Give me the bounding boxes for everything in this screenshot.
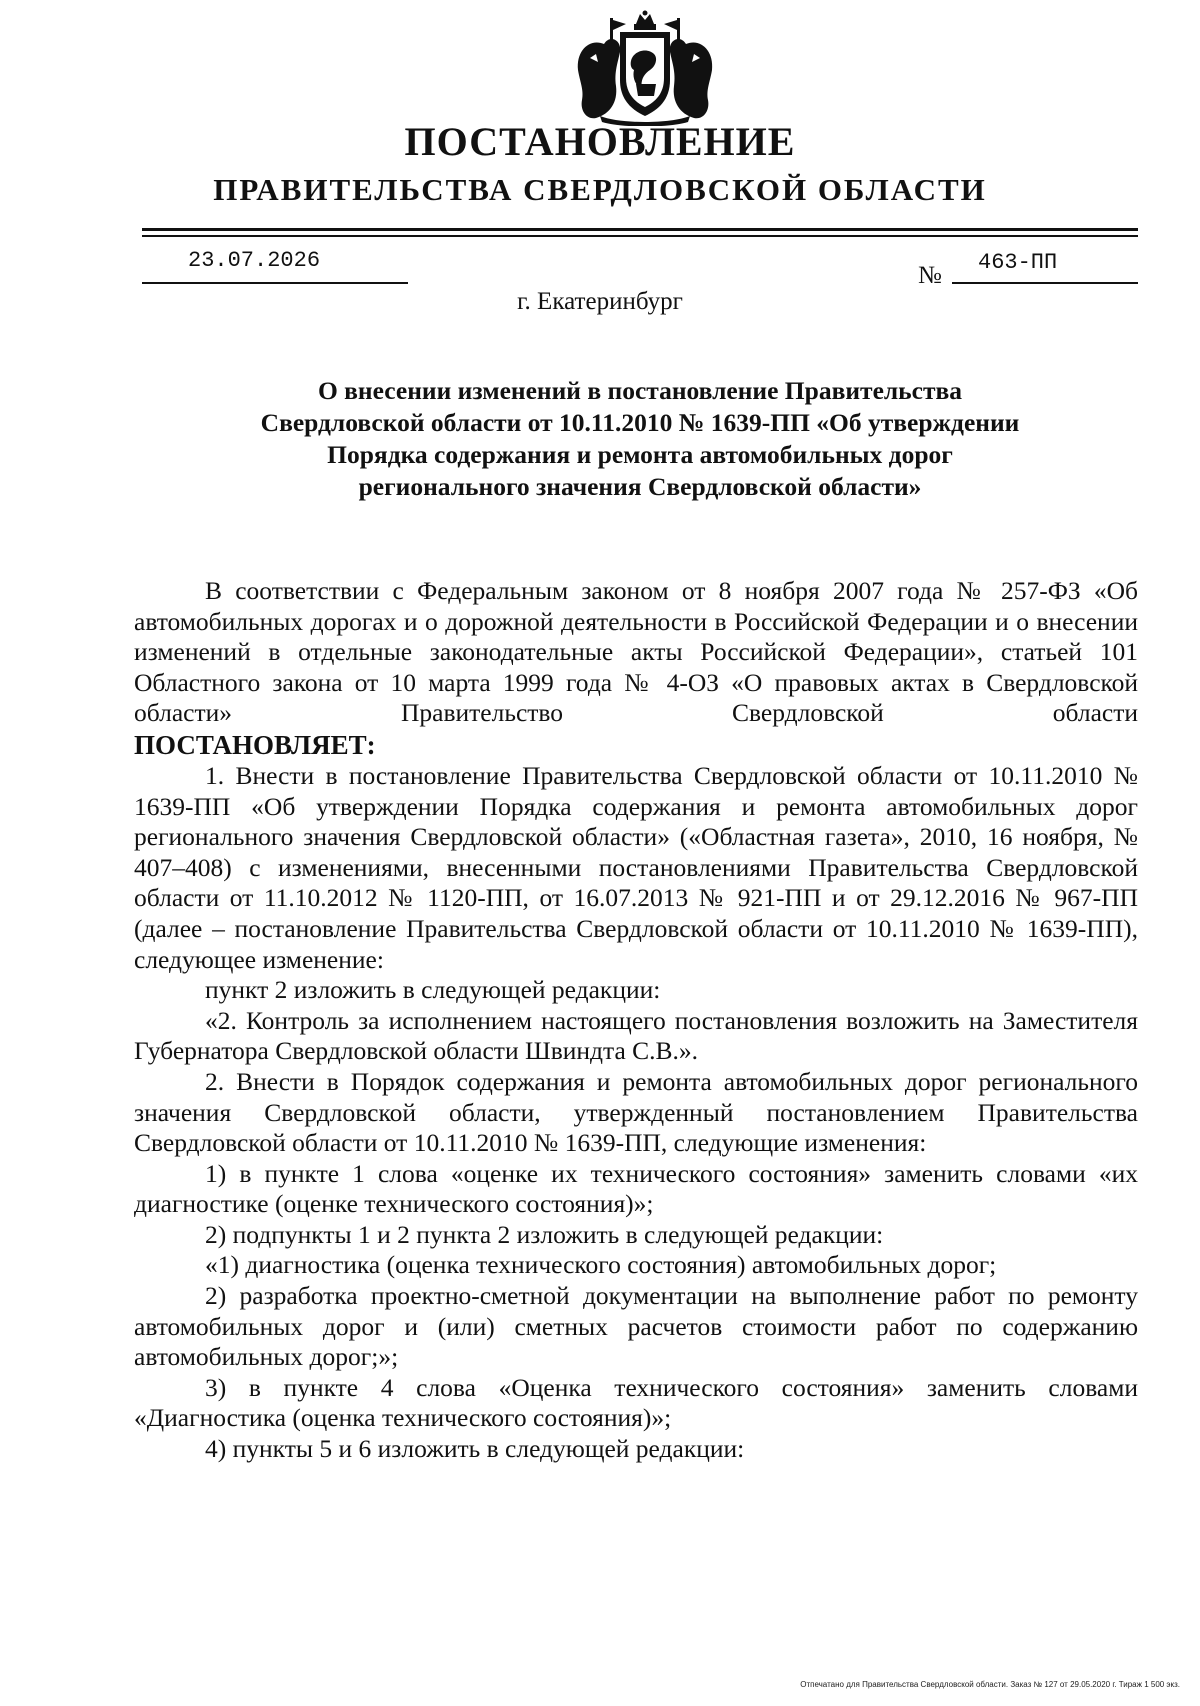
clause-2-item-2a: «1) диагностика (оценка технического состояния) автомобильных дорог;	[205, 1250, 997, 1280]
header-divider-thin	[142, 235, 1138, 237]
date-underline	[142, 282, 408, 284]
number-sign: №	[918, 262, 942, 289]
document-title	[150, 375, 1130, 503]
clause-2-item-1: 1) в пункте 1 слова «оценке их технического состояния» заменить словами «их диагностике (оценке технического состояния)»;	[134, 1158, 1138, 1219]
document-number: 463-ПП	[978, 250, 1058, 275]
decree-word: ПОСТАНОВЛЯЕТ:	[134, 729, 376, 760]
clause-2-item-4: 4) пункты 5 и 6 изложить в следующей редакции:	[205, 1434, 745, 1464]
coat-of-arms-emblem	[570, 10, 720, 126]
title-line: регионального значения Свердловской области»	[358, 472, 922, 501]
header-divider-thick	[142, 228, 1138, 231]
title-line: Порядка содержания и ремонта автомобильных дорог	[327, 440, 953, 469]
title-line: О внесении изменений в постановление Правительства	[317, 376, 963, 405]
clause-2: 2. Внести в Порядок содержания и ремонта автомобильных дорог регионального значения Свердловской области, утвержденный постановлением Правительства Свердловской области от 10.11.2010 № 1639-ПП, следующие изменения:	[134, 1066, 1138, 1158]
clause-1-intro: пункт 2 изложить в следующей редакции:	[205, 975, 661, 1005]
city: г. Екатеринбург	[517, 288, 683, 315]
preamble-paragraph: В соответствии с Федеральным законом от 8 ноября 2007 года № 257-ФЗ «Об автомобильных дорогах и о дорожной деятельности в Российской Федерации и о внесении изменений в отдельные законодательные акты Российской Федерации», статьей 101 Областного закона от 10 марта 1999 года № 4-ОЗ «О правовых актах в Свердловской области» Правительство Свердловской области	[134, 576, 1138, 728]
clause-2-item-3: 3) в пункте 4 слова «Оценка технического состояния» заменить словами «Диагностика (оценка технического состояния)»;	[134, 1372, 1138, 1433]
issuing-body-heading: ПРАВИТЕЛЬСТВА СВЕРДЛОВСКОЙ ОБЛАСТИ	[213, 172, 987, 207]
document-date: 23.07.2026	[188, 248, 321, 273]
clause-1-text: «2. Контроль за исполнением настоящего постановления возложить на Заместителя Губернатора Свердловской области Швиндта С.В.».	[134, 1005, 1138, 1066]
print-footer: Отпечатано для Правительства Свердловской области. Заказ № 127 от 29.05.2020 г. Тираж 1 500 экз.	[800, 1680, 1180, 1689]
clause-2-item-2: 2) подпункты 1 и 2 пункта 2 изложить в следующей редакции:	[205, 1219, 884, 1249]
clause-1: 1. Внести в постановление Правительства Свердловской области от 10.11.2010 № 1639-ПП «Об утверждении Порядка содержания и ремонта автомобильных дорог регионального значения Свердловской области» («Областная газета», 2010, 16 ноября, № 407–408) с изменениями, внесенными постановлениями Правительства Свердловской области от 11.10.2012 № 1120-ПП, от 16.07.2013 № 921-ПП и от 29.12.2016 № 967-ПП (далее – постановление Правительства Свердловской области от 10.11.2010 № 1639-ПП), следующее изменение:	[134, 760, 1138, 974]
document-type-heading: ПОСТАНОВЛЕНИЕ	[404, 119, 796, 164]
document-body	[134, 576, 1138, 1465]
clause-2-item-2b: 2) разработка проектно-сметной документации на выполнение работ по ремонту автомобильных дорог и (или) сметных расчетов стоимости работ по содержанию автомобильных дорог;»;	[134, 1281, 1138, 1372]
number-underline	[952, 282, 1138, 284]
title-line: Свердловской области от 10.11.2010 № 1639-ПП «Об утверждении	[260, 408, 1020, 437]
